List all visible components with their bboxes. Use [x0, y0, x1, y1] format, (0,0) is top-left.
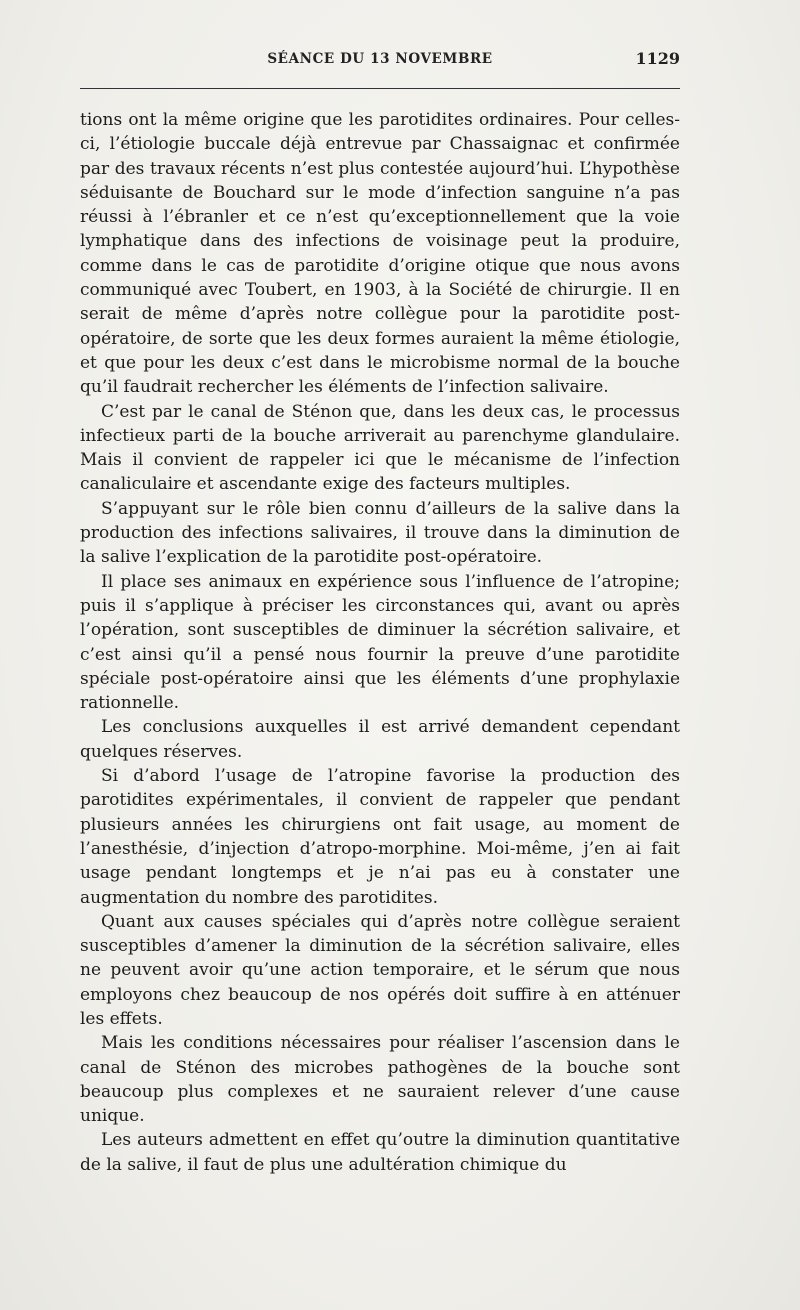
paragraph-2: C’est par le canal de Sténon que, dans les deux cas, le processus infectieux parti de la bouche arriverait au parenchyme glandulaire. Mais il convient de rappeler ici que le mécanisme de l’infection canaliculaire et ascendante exige des facteurs multiples.: [80, 401, 680, 495]
paragraph-6: Si d’abord l’usage de l’atropine favorise la production des parotidites expérimentales, il convient de rappeler que pendant plusieurs années les chirurgiens ont fait usage, au moment de l’anesthésie, d’injection d’atropo-morphine. Moi-même, j’en ai fait usage pendant longtemps et je n’ai pas eu à constater une augmentation du nombre des parotidites.: [80, 766, 680, 908]
paragraph-1: tions ont la même origine que les parotidites ordinaires. Pour celles-ci, l’étiologie buccale déjà entrevue par Chassaignac et confirmée par des travaux récents n’est plus contestée aujourd’hui. L’hypothèse séduisante de Bouchard sur le mode d’infection sanguine n’a pas réussi à l’ébranler et ce n’est qu’exceptionnellement que la voie lymphatique dans des infections de voisinage peut la produire, comme dans le cas de parotidite d’origine otique que nous avons communiqué avec Toubert, en 1903, à la Société de chirurgie. Il en serait de même d’après notre collègue pour la parotidite post-opératoire, de sorte que les deux formes auraient la même étiologie, et que pour les deux c’est dans le microbisme normal de la bouche qu’il faudrait rechercher les éléments de l’infection salivaire.: [80, 110, 680, 398]
paragraph-3: S’appuyant sur le rôle bien connu d’ailleurs de la salive dans la production des infections salivaires, il trouve dans la diminution de la salive l’explication de la parotidite post-opératoire.: [80, 498, 680, 568]
body-text: [80, 108, 680, 1177]
running-title: SÉANCE DU 13 NOVEMBRE: [267, 51, 493, 67]
page-header: [80, 51, 680, 75]
page-number: 1129: [635, 49, 680, 68]
paragraph-8: Mais les conditions nécessaires pour réaliser l’ascension dans le canal de Sténon des microbes pathogènes de la bouche sont beaucoup plus complexes et ne sauraient relever d’une cause unique.: [80, 1033, 680, 1127]
paragraph-7: Quant aux causes spéciales qui d’après notre collègue seraient susceptibles d’amener la diminution de la sécrétion salivaire, elles ne peuvent avoir qu’une action temporaire, et le sérum que nous employons chez beaucoup de nos opérés doit suffire à en atténuer les effets.: [80, 911, 680, 1029]
paragraph-5: Les conclusions auxquelles il est arrivé demandent cependant quelques réserves.: [80, 717, 680, 762]
paragraph-4: Il place ses animaux en expérience sous l’influence de l’atropine; puis il s’applique à préciser les circonstances qui, avant ou après l’opération, sont susceptibles de diminuer la sécrétion salivaire, et c’est ainsi qu’il a pensé nous fournir la preuve d’une parotidite spéciale post-opératoire ainsi que les éléments d’une prophylaxie rationnelle.: [80, 571, 680, 714]
header-rule: [80, 88, 680, 89]
paragraph-9: Les auteurs admettent en effet qu’outre la diminution quantitative de la salive, il faut de plus une adultération chimique du: [80, 1130, 680, 1175]
